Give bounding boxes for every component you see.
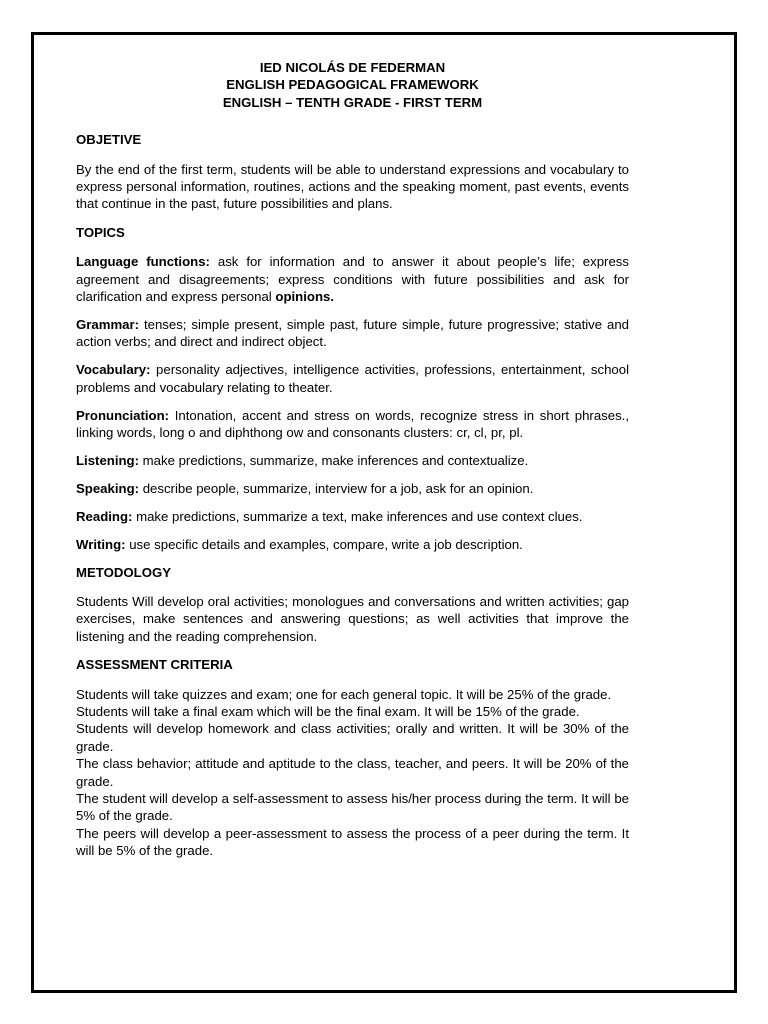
topic-label: Reading: xyxy=(76,508,133,524)
criteria-item: Students will take a final exam which will be the final exam. It will be 15% of the grade. xyxy=(76,703,580,719)
assessment-heading: ASSESSMENT CRITERIA xyxy=(76,657,233,673)
methodology-text: Students Will develop oral activities; monologues and conversations and written activities; gap exercises, make sentences and answering questions; as well activities that improve the listening and the reading comprehension. xyxy=(76,593,629,644)
methodology-heading: METODOLOGY xyxy=(76,564,172,580)
topic-text: tenses; simple present, simple past, future simple, future progressive; stative and action verbs; and direct and indirect object. xyxy=(76,316,629,350)
topic-grammar xyxy=(76,316,629,351)
topic-speaking xyxy=(76,480,629,497)
assessment-criteria-list xyxy=(76,686,629,860)
topic-text: personality adjectives, intelligence activities, professions, entertainment, school problems and vocabulary relating to theater. xyxy=(76,362,629,395)
criteria-item: The peers will develop a peer-assessment to assess the process of a peer during the term. It will be 5% of the grade. xyxy=(76,825,629,859)
topic-listening xyxy=(76,452,629,469)
topic-label: Writing: xyxy=(76,536,126,552)
framework-title: ENGLISH PEDAGOGICAL FRAMEWORK xyxy=(226,77,479,93)
criteria-item: Students will develop homework and class activities; orally and written. It will be 30% of the grade. xyxy=(76,721,629,754)
school-name: IED NICOLÁS DE FEDERMAN xyxy=(259,60,446,75)
topic-text: make predictions, summarize a text, make inferences and use context clues. xyxy=(132,508,583,524)
document-header xyxy=(76,59,629,111)
topic-text: Intonation, accent and stress on words, recognize stress in short phrases., linking words, long o and diphthong ow and consonants clusters: cr, cl, pr, pl. xyxy=(76,407,629,440)
criteria-item: Students will take quizzes and exam; one for each general topic. It will be 25% of the grade. xyxy=(76,686,612,702)
topic-reading xyxy=(76,508,629,525)
document-body xyxy=(76,59,629,860)
topic-language-functions xyxy=(76,253,629,305)
topic-label: Language functions: xyxy=(76,254,210,270)
grade-term-title: ENGLISH – TENTH GRADE - FIRST TERM xyxy=(222,94,483,110)
objective-heading: OBJETIVE xyxy=(76,132,142,148)
topic-strong-tail: opinions. xyxy=(275,289,334,305)
topic-vocabulary xyxy=(76,361,629,396)
topic-pronunciation xyxy=(76,407,629,442)
topic-text: use specific details and examples, compare, write a job description. xyxy=(125,536,523,552)
objective-text: By the end of the first term, students will be able to understand expressions and vocabulary to express personal information, routines, actions and the speaking moment, past events, events that continue in the past, future possibilities and plans. xyxy=(76,161,629,212)
topic-label: Vocabulary: xyxy=(76,362,151,378)
topic-label: Grammar: xyxy=(76,316,140,332)
topic-writing xyxy=(76,536,629,553)
topic-text: ask for information and to answer it about people’s life; express agreement and disagreements; express conditions with future possibilities and ask for clarification and express personal xyxy=(76,254,629,305)
topic-text: make predictions, summarize, make inferences and contextualize. xyxy=(139,452,529,468)
criteria-item: The class behavior; attitude and aptitude to the class, teacher, and peers. It will be 20% of the grade. xyxy=(76,756,629,789)
topics-heading: TOPICS xyxy=(76,224,125,240)
topic-label: Pronunciation: xyxy=(76,407,170,423)
topic-label: Speaking: xyxy=(76,480,140,496)
topic-label: Listening: xyxy=(76,452,140,468)
criteria-item: The student will develop a self-assessment to assess his/her process during the term. It will be 5% of the grade. xyxy=(76,791,629,824)
topic-text: describe people, summarize, interview for a job, ask for an opinion. xyxy=(139,480,534,496)
